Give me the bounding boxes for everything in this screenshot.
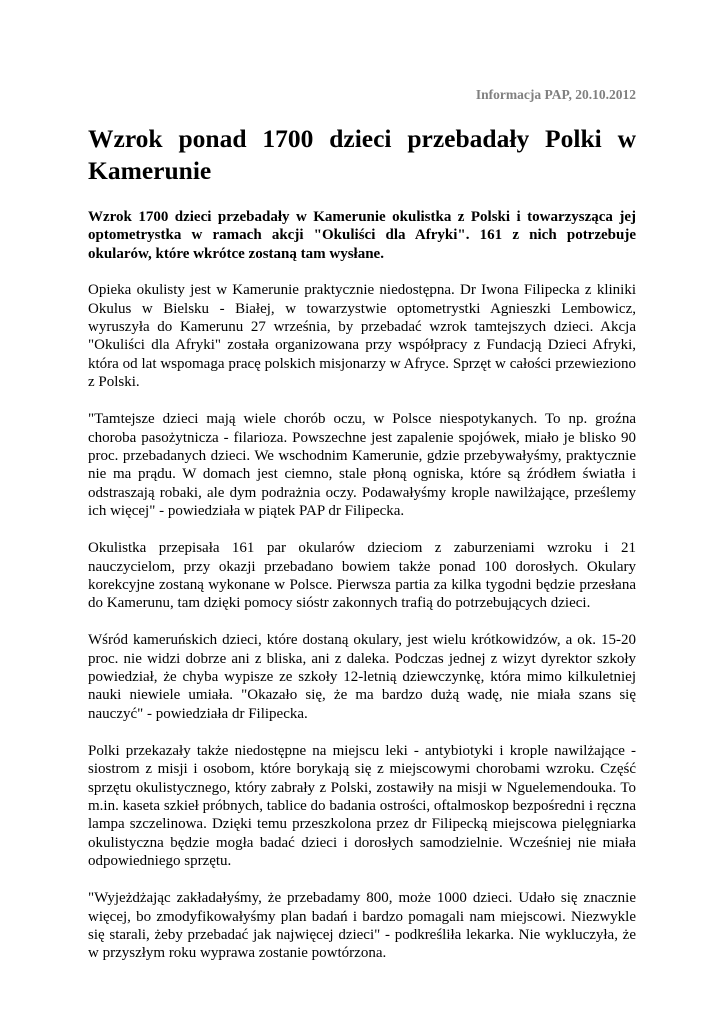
article-lead: Wzrok 1700 dzieci przebadały w Kamerunie okulistka z Polski i towarzysząca jej optometrystka w ramach akcji "Okuliści dla Afryki". 161 z nich potrzebuje okularów, które wkrótce zostaną tam wysłane. [88, 209, 636, 262]
source-line: Informacja PAP, 20.10.2012 [475, 87, 636, 102]
paragraph-3: Okulistka przepisała 161 par okularów dzieciom z zaburzeniami wzroku i 21 nauczycielom, przy okazji przebadano bowiem także ponad 100 dorosłych. Okulary korekcyjne zostaną wykonane w Polsce. Pierwsza partia za kilka tygodni będzie przesłana do Kamerunu, tam dzięki pomocy sióstr zakonnych trafią do potrzebujących dzieci. [88, 540, 636, 612]
paragraph-5: Polki przekazały także niedostępne na miejscu leki - antybiotyki i krople nawilżające - siostrom z misji i osobom, które borykają się z miejscowymi chorobami wzroku. Część sprzętu okulistycznego, który zabrały z Polski, zostawiły na misji w Nguelemendouka. To m.in. kaseta szkieł próbnych, tablice do badania ostrości, oftalmoskop bezpośredni i ręczna lampa szczelinowa. Dzięki temu przeszkolona przez dr Filipecką miejscowa pielęgniarka okulistyczna będzie mogła badać dzieci i dorosłych samodzielnie. Wcześniej nie miała odpowiedniego sprzętu. [88, 742, 636, 870]
article-title: Wzrok ponad 1700 dzieci przebadały Polki w Kamerunie [88, 124, 636, 185]
paragraph-2: "Tamtejsze dzieci mają wiele chorób oczu, w Polsce niespotykanych. To np. groźna choroba pasożytnicza - filarioza. Powszechne jest zapalenie spojówek, miało je blisko 90 proc. przebadanych dzieci. We wschodnim Kamerunie, gdzie przebywałyśmy, praktycznie nie ma prądu. W domach jest ciemno, stale płoną ogniska, które są źródłem światła i odstraszają robaki, ale dym podrażnia oczy. Podawałyśmy krople nawilżające, prześlemy ich więcej" - powiedziała w piątek PAP dr Filipecka. [88, 411, 636, 520]
document-page [88, 86, 636, 981]
paragraph-4: Wśród kameruńskich dzieci, które dostaną okulary, jest wielu krótkowidzów, a ok. 15-20 proc. nie widzi dobrze ani z bliska, ani z daleka. Podczas jednej z wizyt dyrektor szkoły powiedział, że chyba wypisze ze szkoły 12-letnią dziewczynkę, która mimo kilkuletniej nauki niewiele umiała. "Okazało się, że ma bardzo dużą wadę, nie miała szans się nauczyć" - powiedziała dr Filipecka. [88, 632, 636, 722]
paragraph-6: "Wyjeżdżając zakładałyśmy, że przebadamy 800, może 1000 dzieci. Udało się znacznie więcej, bo zmodyfikowałyśmy plan badań i bardzo pomagali nam miejscowi. Niezwykle się starali, żeby przebadać jak najwięcej dzieci" - podkreśliła lekarka. Nie wykluczyła, że w przyszłym roku wyprawa zostanie powtórzona. [88, 890, 636, 962]
paragraph-1: Opieka okulisty jest w Kamerunie praktycznie niedostępna. Dr Iwona Filipecka z kliniki Okulus w Bielsku - Białej, w towarzystwie optometrystki Agnieszki Lembowicz, wyruszyła do Kamerunu 27 września, by przebadać wzrok tamtejszych dzieci. Akcja "Okuliści dla Afryki" została organizowana przy współpracy z Fundacją Dzieci Afryki, która od lat wspomaga pracę polskich misjonarzy w Afryce. Sprzęt w całości przewieziono z Polski. [88, 282, 636, 391]
